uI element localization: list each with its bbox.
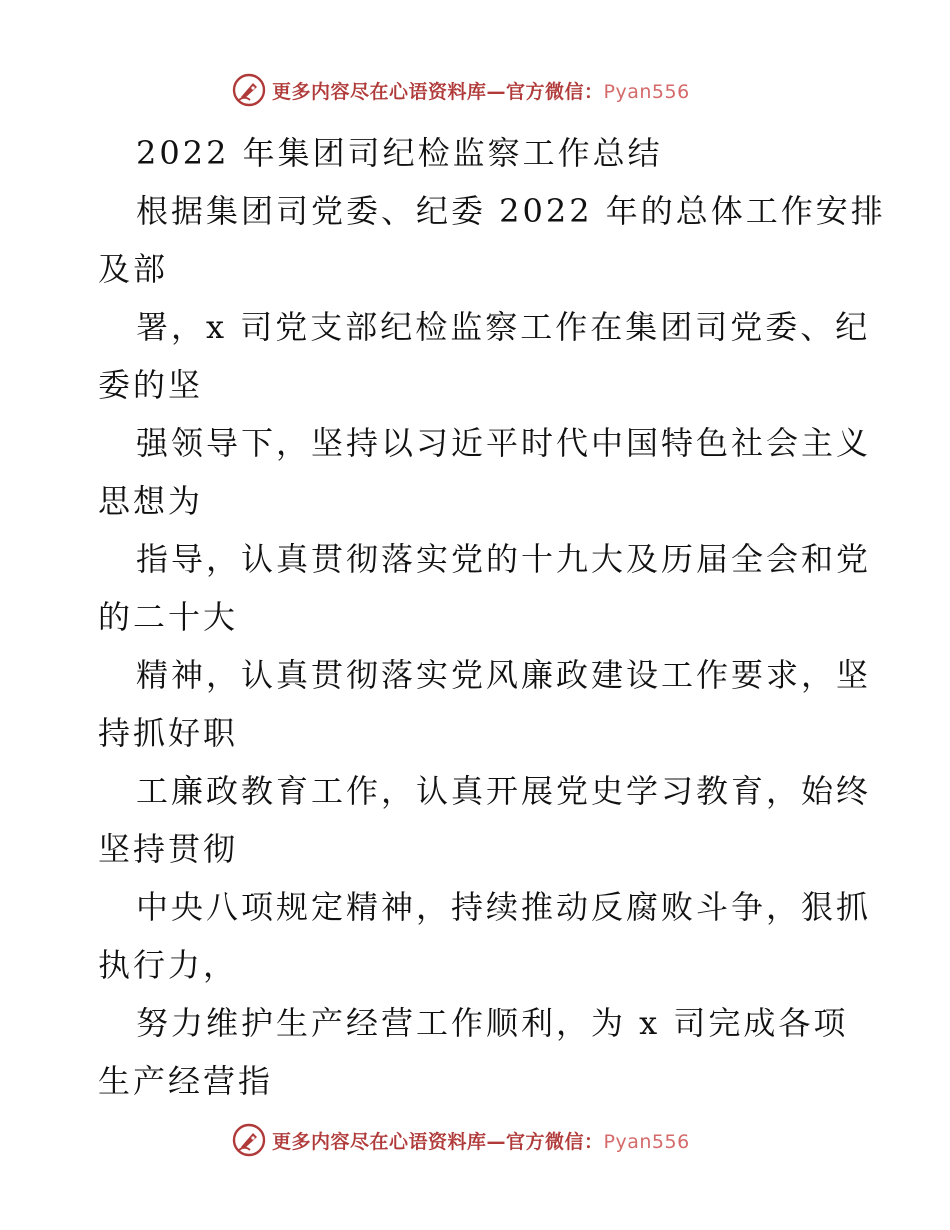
paragraph-line: 委的坚	[98, 366, 204, 404]
paragraph-line: 坚持贯彻	[98, 830, 239, 868]
watermark-wechat-id: Pyan556	[603, 80, 690, 103]
watermark-wechat-id: Pyan556	[603, 1130, 690, 1153]
pen-nib-seal-icon	[232, 73, 266, 107]
paragraph-line: 及部	[98, 250, 169, 288]
paragraph-line: 精神，认真贯彻落实党风廉政建设工作要求，坚	[136, 656, 872, 694]
pen-nib-seal-icon	[232, 1123, 266, 1157]
header-watermark	[232, 70, 690, 110]
paragraph-line: 生产经营指	[98, 1062, 274, 1100]
paragraph-line: 强领导下，坚持以习近平时代中国特色社会主义	[136, 424, 872, 462]
paragraph-line: 根据集团司党委、纪委 2022 年的总体工作安排	[136, 192, 886, 230]
paragraph-line: 努力维护生产经营工作顺利，为 x 司完成各项	[136, 1004, 849, 1042]
paragraph-line: 的二十大	[98, 598, 239, 636]
paragraph-line: 持抓好职	[98, 714, 239, 752]
footer-watermark	[232, 1120, 690, 1160]
paragraph-line: 思想为	[98, 482, 204, 520]
paragraph-line: 指导，认真贯彻落实党的十九大及历届全会和党	[136, 540, 872, 578]
paragraph-line: 中央八项规定精神，持续推动反腐败斗争，狠抓	[136, 888, 872, 926]
paragraph-line: 工廉政教育工作，认真开展党史学习教育，始终	[136, 772, 872, 810]
document-title: 2022 年集团司纪检监察工作总结	[136, 134, 663, 172]
paragraph-line: 执行力，	[98, 946, 239, 984]
watermark-text: 更多内容尽在心语资料库—官方微信：Pyan556	[272, 1130, 690, 1153]
document-body	[98, 124, 886, 1110]
paragraph-line: 署，x 司党支部纪检监察工作在集团司党委、纪	[136, 308, 871, 346]
watermark-text: 更多内容尽在心语资料库—官方微信：Pyan556	[272, 80, 690, 103]
